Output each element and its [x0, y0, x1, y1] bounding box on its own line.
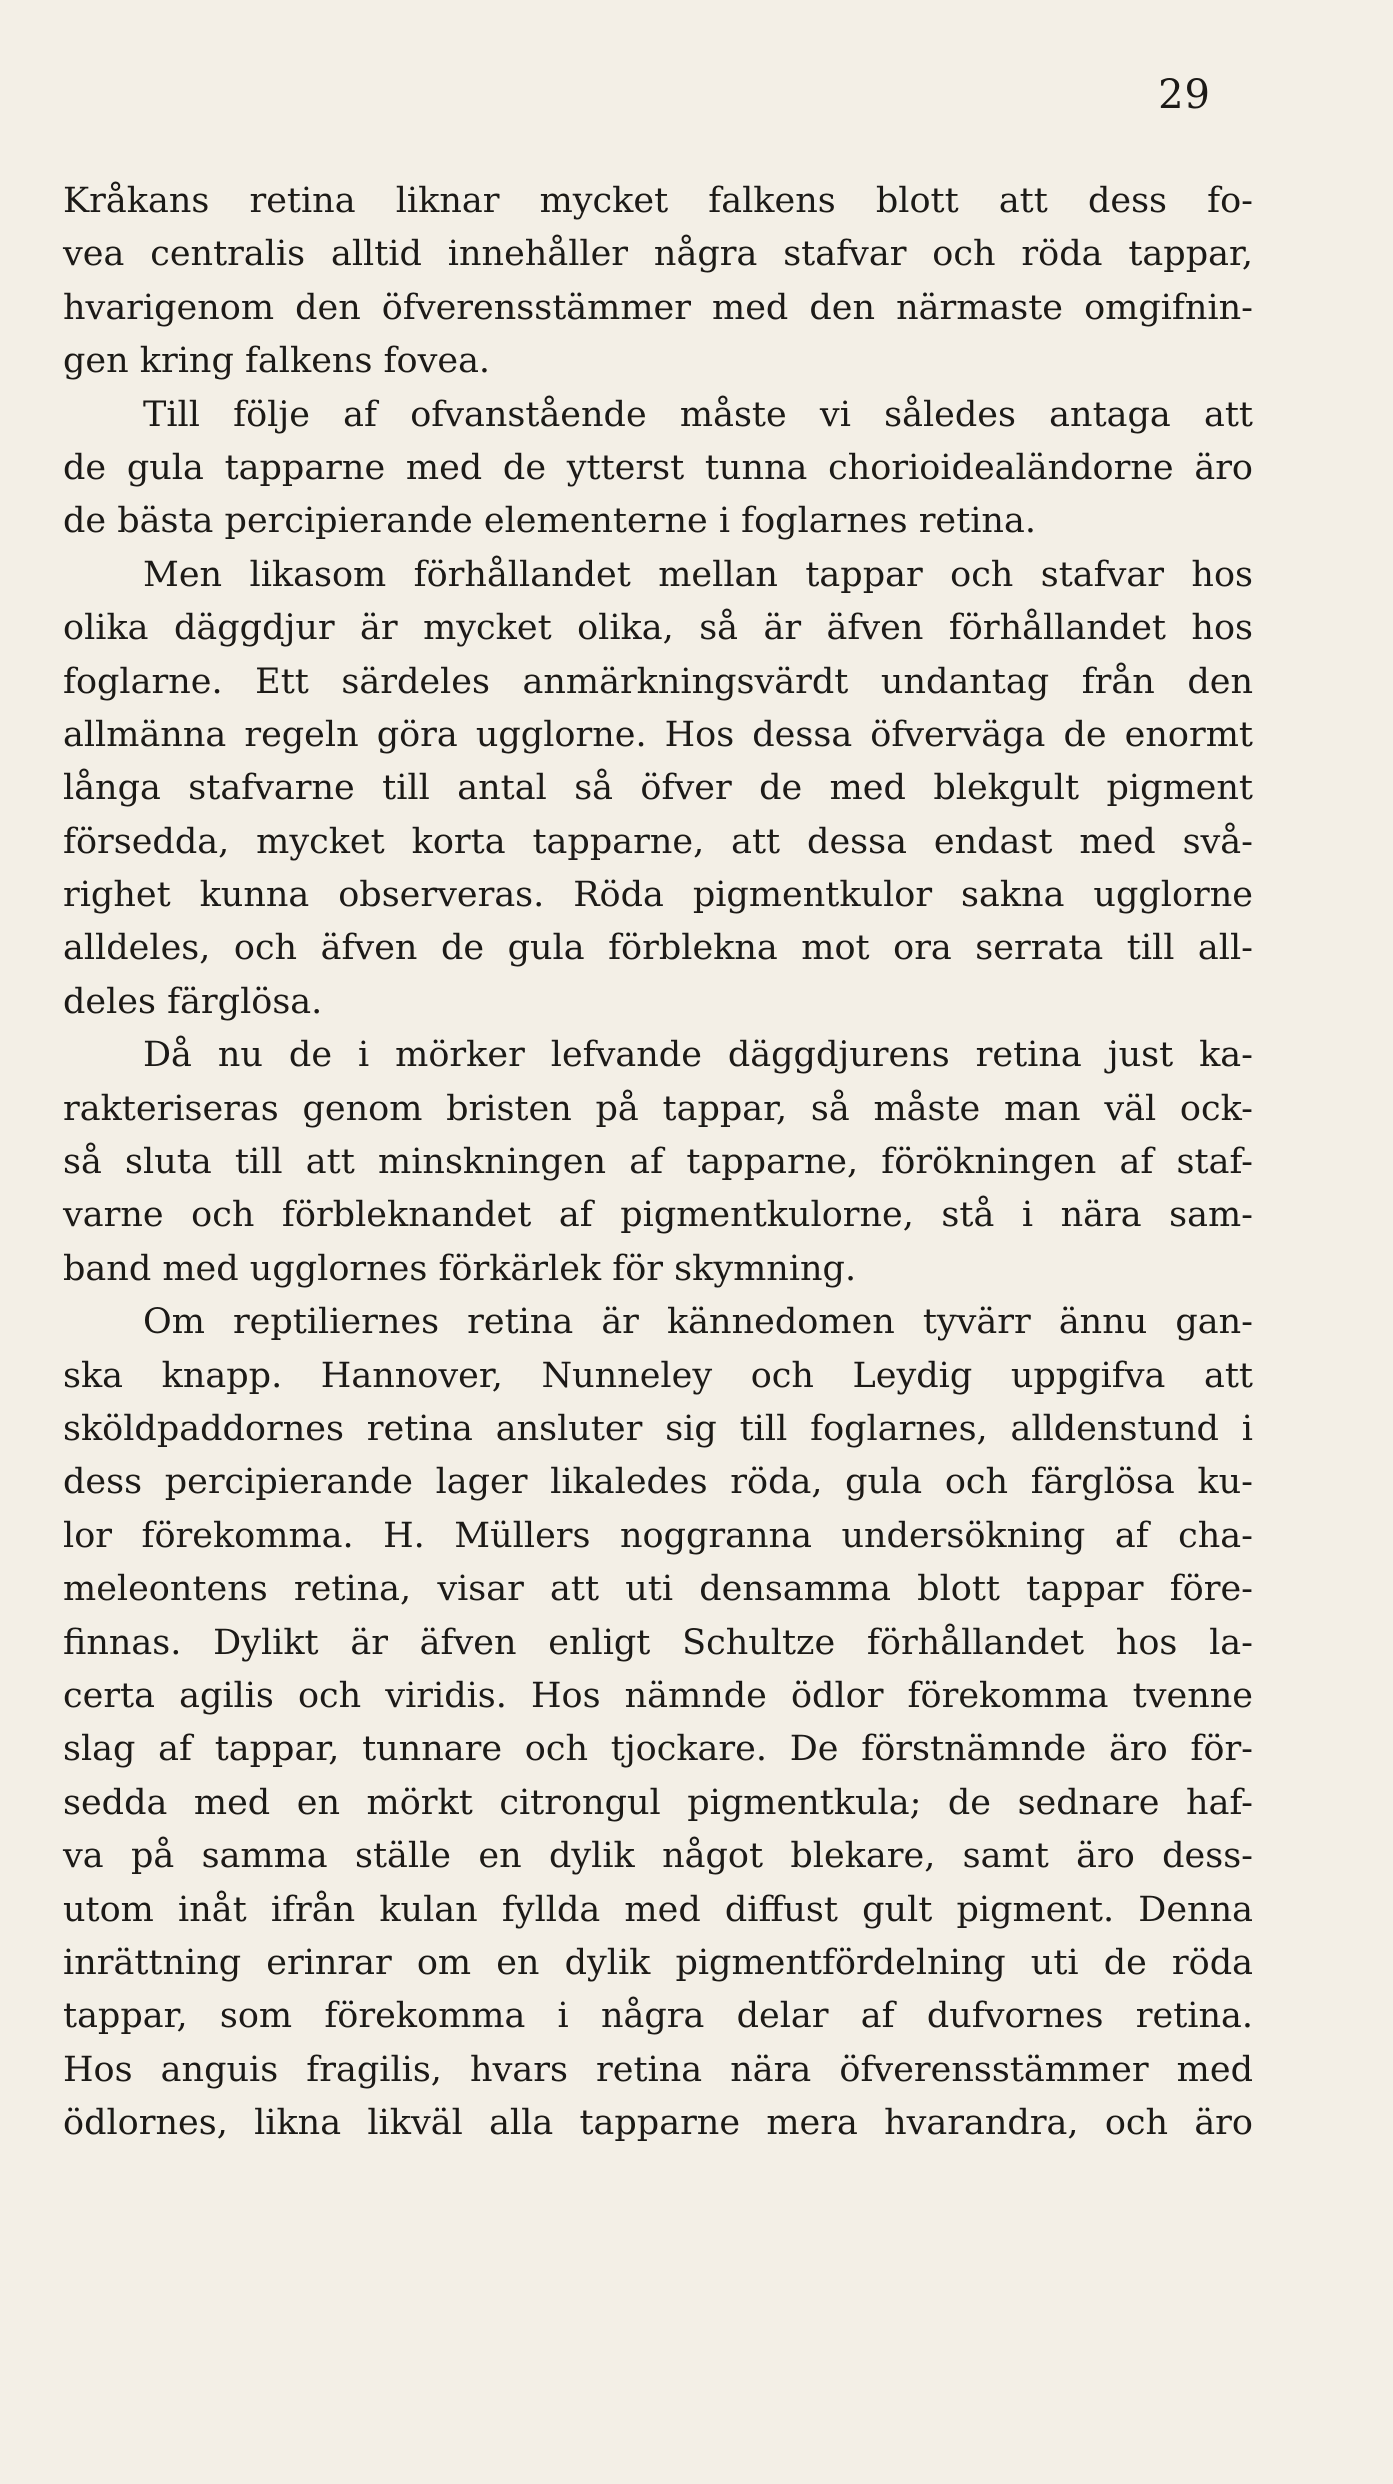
- text-line: foglarne. Ett särdeles anmärkningsvärdt undantag från den: [63, 661, 1253, 702]
- text-line: Men likasom förhållandet mellan tappar och stafvar hos: [143, 554, 1253, 595]
- text-line: Till följe af ofvanstående måste vi således antaga att: [143, 394, 1253, 435]
- text-line: Då nu de i mörker lefvande däggdjurens retina just ka-: [143, 1035, 1253, 1076]
- text-line: tappar, som förekomma i några delar af dufvornes retina.: [63, 1996, 1253, 2037]
- text-line: certa agilis och viridis. Hos nämnde ödlor förekomma tvenne: [63, 1675, 1253, 1716]
- text-line: så sluta till att minskningen af tapparne, förökningen af staf-: [63, 1142, 1253, 1183]
- text-line: allmänna regeln göra ugglorne. Hos dessa öfverväga de enormt: [63, 714, 1253, 755]
- text-line: de gula tapparne med de ytterst tunna chorioidealändorne äro: [63, 447, 1253, 488]
- text-line: righet kunna observeras. Röda pigmentkulor sakna ugglorne: [63, 875, 1253, 916]
- text-line: utom inåt ifrån kulan fyllda med diffust gult pigment. Denna: [63, 1889, 1253, 1930]
- text-line: slag af tappar, tunnare och tjockare. De förstnämnde äro för-: [63, 1729, 1253, 1770]
- text-line: olika däggdjur är mycket olika, så är äfven förhållandet hos: [63, 608, 1253, 649]
- text-line: de bästa percipierande elementerne i foglarnes retina.: [63, 501, 1036, 542]
- text-line: alldeles, och äfven de gula förblekna mot ora serrata till all-: [63, 928, 1253, 969]
- page-number: 29: [1158, 72, 1211, 118]
- text-line: inrättning erinrar om en dylik pigmentfördelning uti de röda: [63, 1942, 1253, 1983]
- text-line: långa stafvarne till antal så öfver de med blekgult pigment: [63, 768, 1253, 809]
- text-line: försedda, mycket korta tapparne, att dessa endast med svå-: [63, 821, 1253, 862]
- text-line: meleontens retina, visar att uti densamma blott tappar före-: [63, 1569, 1253, 1610]
- text-line: ödlornes, likna likväl alla tapparne mera hvarandra, och äro: [63, 2103, 1253, 2144]
- text-line: sedda med en mörkt citrongul pigmentkula; de sednare haf-: [63, 1782, 1253, 1823]
- text-line: vea centralis alltid innehåller några stafvar och röda tappar,: [63, 234, 1253, 275]
- text-line: gen kring falkens fovea.: [63, 341, 491, 382]
- text-line: ska knapp. Hannover, Nunneley och Leydig uppgifva att: [63, 1355, 1253, 1396]
- text-line: deles färglösa.: [63, 981, 323, 1022]
- text-line: band med ugglornes förkärlek för skymning.: [63, 1248, 857, 1289]
- text-line: sköldpaddornes retina ansluter sig till foglarnes, alldenstund i: [63, 1408, 1253, 1449]
- text-line: Kråkans retina liknar mycket falkens blott att dess fo-: [63, 181, 1253, 221]
- text-line: varne och förbleknandet af pigmentkulorne, stå i nära sam-: [63, 1195, 1253, 1236]
- text-line: rakteriseras genom bristen på tappar, så måste man väl ock-: [63, 1088, 1253, 1129]
- text-line: dess percipierande lager likaledes röda, gula och färglösa ku-: [63, 1462, 1253, 1503]
- text-line: finnas. Dylikt är äfven enligt Schultze förhållandet hos la-: [63, 1622, 1253, 1663]
- text-line: lor förekomma. H. Müllers noggranna undersökning af cha-: [63, 1515, 1253, 1556]
- text-line: Hos anguis fragilis, hvars retina nära öfverensstämmer med: [63, 2049, 1253, 2090]
- text-line: Om reptiliernes retina är kännedomen tyvärr ännu gan-: [143, 1302, 1253, 1343]
- body-text: [63, 175, 1253, 2150]
- text-line: hvarigenom den öfverensstämmer med den närmaste omgifnin-: [63, 287, 1253, 328]
- text-line: va på samma ställe en dylik något blekare, samt äro dess-: [63, 1836, 1253, 1877]
